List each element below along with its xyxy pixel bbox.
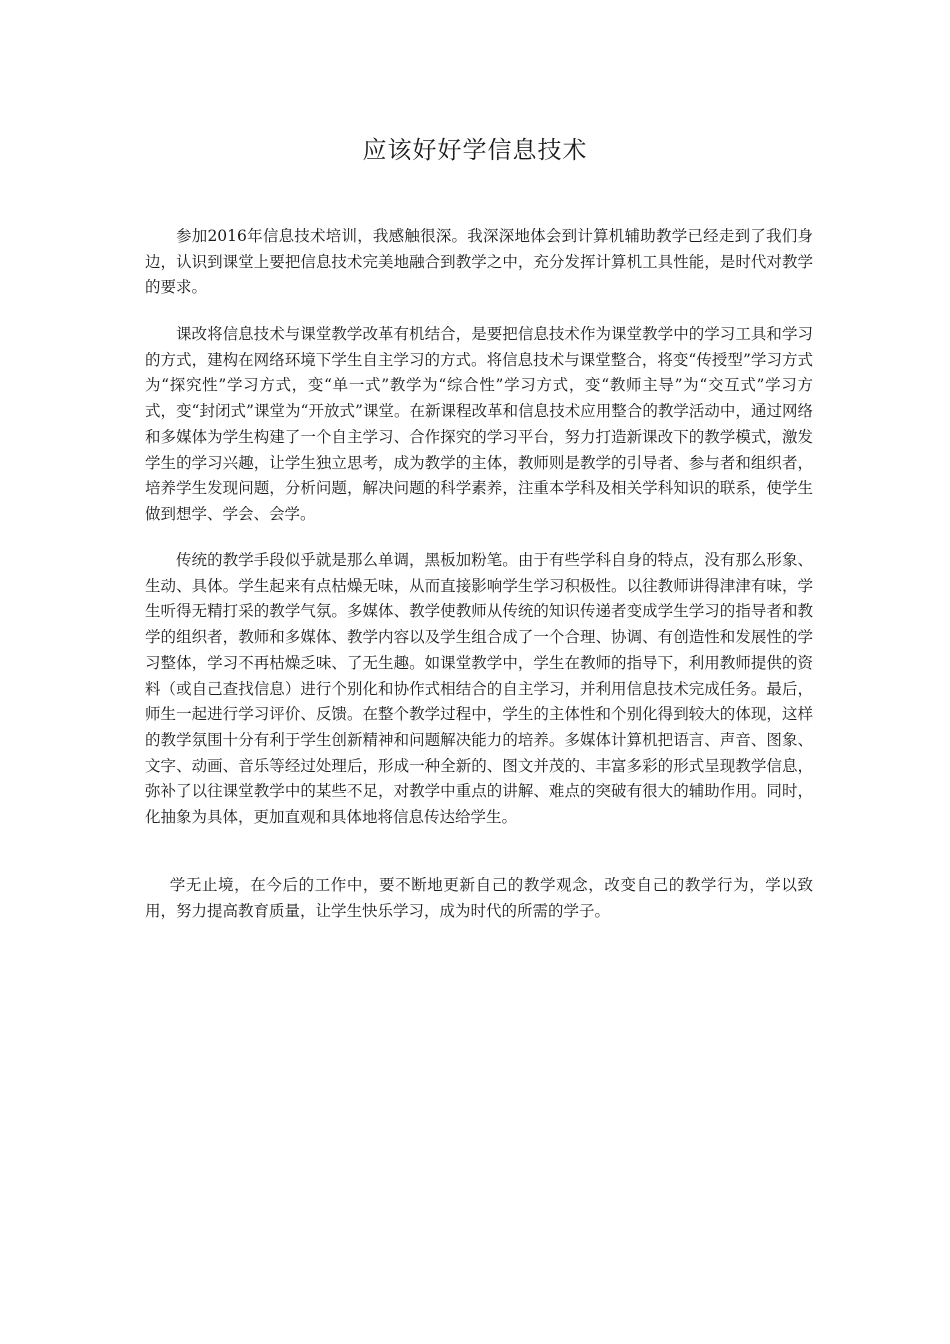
paragraph-4 (145, 873, 813, 924)
paragraph-text: 课改将信息技术与课堂教学改革有机结合，是要把信息技术作为课堂教学中的学习工具和学习的方式，建构在网络环境下学生自主学习的方式。将信息技术与课堂整合，将变“传授型”学习方式为“探究性”学习方式，变“单一式”教学为“综合性”学习方式，变“教师主导”为“交互式”学习方式，变“封闭式”课堂为“开放式”课堂。在新课程改革和信息技术应用整合的教学活动中，通过网络和多媒体为学生构建了一个自主学习、合作探究的学习平台，努力打造新课改下的教学模式，激发学生的学习兴趣，让学生独立思考，成为教学的主体，教师则是教学的引导者、参与者和组织者，培养学生发现问题，分析问题，解决问题的科学素养，注重本学科及相关学科知识的联系，使学生做到想学、学会、会学。 (145, 325, 813, 523)
document-title: 应该好好学信息技术 (362, 136, 588, 164)
paragraph-text: 学无止境，在今后的工作中，要不断地更新自己的教学观念，改变自己的教学行为，学以致用，努力提高教育质量，让学生快乐学习，成为时代的所需的学子。 (145, 876, 813, 920)
paragraph-1 (145, 224, 813, 301)
paragraph-2 (145, 322, 813, 528)
paragraph-text: 传统的教学手段似乎就是那么单调，黑板加粉笔。由于有些学科自身的特点，没有那么形象、生动、具体。学生起来有点枯燥无味，从而直接影响学生学习积极性。以往教师讲得津津有味，学生听得无精打采的教学气氛。多媒体、教学使教师从传统的知识传递者变成学生学习的指导者和教学的组织者，教师和多媒体、教学内容以及学生组合成了一个合理、协调、有创造性和发展性的学习整体，学习不再枯燥乏味、了无生趣。如课堂教学中，学生在教师的指导下，利用教师提供的资料（或自己查找信息）进行个别化和协作式相结合的自主学习，并利用信息技术完成任务。最后，师生一起进行学习评价、反馈。在整个教学过程中，学生的主体性和个别化得到较大的体现，这样的教学氛围十分有利于学生创新精神和问题解决能力的培养。多媒体计算机把语言、声音、图象、文字、动画、音乐等经过处理后，形成一种全新的、图文并茂的、丰富多彩的形式呈现教学信息，弥补了以往课堂教学中的某些不足，对教学中重点的讲解、难点的突破有很大的辅助作用。同时，化抽象为具体，更加直观和具体地将信息传达给学生。 (145, 551, 813, 827)
paragraph-3 (145, 548, 813, 831)
paragraph-text: 参加2016年信息技术培训，我感触很深。我深深地体会到计算机辅助教学已经走到了我们身边，认识到课堂上要把信息技术完美地融合到教学之中，充分发挥计算机工具性能，是时代对教学的要求。 (145, 227, 813, 297)
